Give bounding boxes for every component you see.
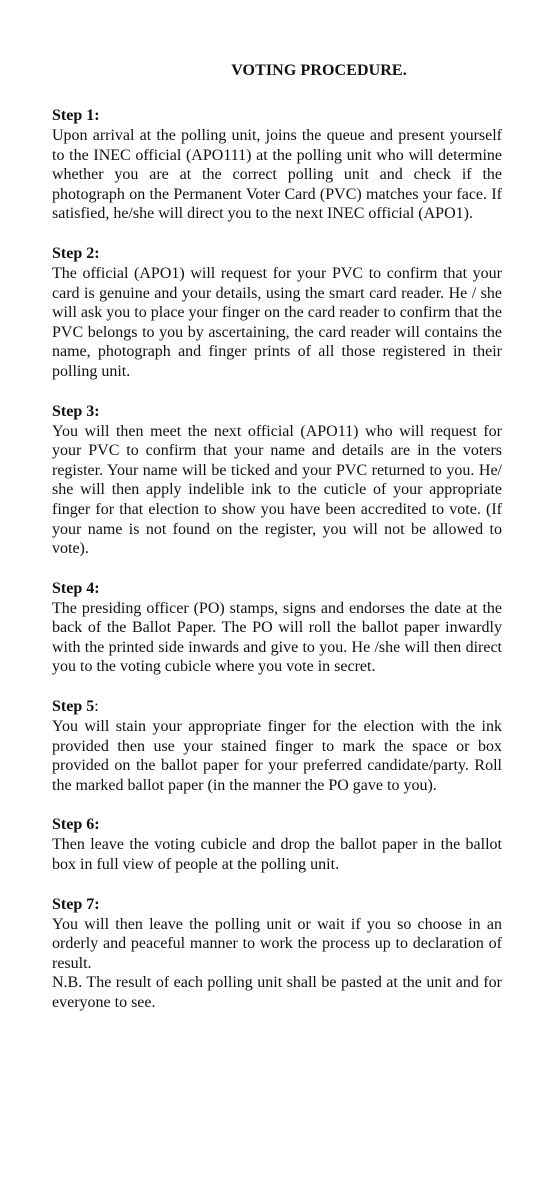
step-heading: Step 1: [52,107,100,124]
step-2 [52,244,502,382]
step-4 [52,579,502,677]
step-body: The official (APO1) will request for your PVC to confirm that your card is genuine and your details, using the smart card reader. He / she will ask you to place your finger on the card reader to confirm that the PVC belongs to you by ascertaining, the card reader will contains the name, photograph and finger prints of all those registered in their polling unit. [52,264,502,380]
step-1 [52,106,502,224]
nb-note: N.B. The result of each polling unit shall be pasted at the unit and for everyone to see. [52,974,502,1011]
step-body: You will stain your appropriate finger for the election with the ink provided then use your stained finger to mark the space or box provided on the ballot paper for your preferred candidate/party. Roll the marked ballot paper (in the manner the PO gave to you). [52,718,502,794]
step-6 [52,815,502,874]
step-heading: Step 6: [52,816,100,834]
step-body: You will then meet the next official (APO11) who will request for your PVC to confirm that your name and details are in the voters register. Your name will be ticked and your PVC returned to you. He/ she will then apply indelible ink to the cuticle of your appropriate finger for that election to show you have been accredited to vote. (If your name is not found on the register, you will not be allowed to vote). [52,422,502,558]
step-7 [52,895,502,1013]
step-heading: Step 5: [52,698,99,716]
step-heading: Step 4: [52,579,100,597]
step-body: Then leave the voting cubicle and drop the ballot paper in the ballot box in full view of people at the polling unit. [52,836,502,874]
step-5 [52,697,502,795]
step-body: The presiding officer (PO) stamps, signs and endorses the date at the back of the Ballot Paper. The PO will roll the ballot paper inwardly with the printed side inwards and give to you. He /she will then direct you to the voting cubicle where you vote in secret. [52,599,502,676]
document-page [52,62,502,1013]
document-title: VOTING PROCEDURE. [231,62,407,79]
step-heading: Step 2: [52,244,100,262]
step-heading: Step 3: [52,402,100,420]
step-heading: Step 7: [52,895,100,913]
step-body: Upon arrival at the polling unit, joins the queue and present yourself to the INEC official (APO111) at the polling unit who will determine whether you are at the correct polling unit and check if the photograph on the Permanent Voter Card (PVC) matches your face. If satisfied, he/she will direct you to the next INEC official (APO1). [52,127,502,223]
step-3 [52,402,502,559]
step-body: You will then leave the polling unit or wait if you so choose in an orderly and peaceful manner to work the process up to declaration of result. [52,915,502,972]
